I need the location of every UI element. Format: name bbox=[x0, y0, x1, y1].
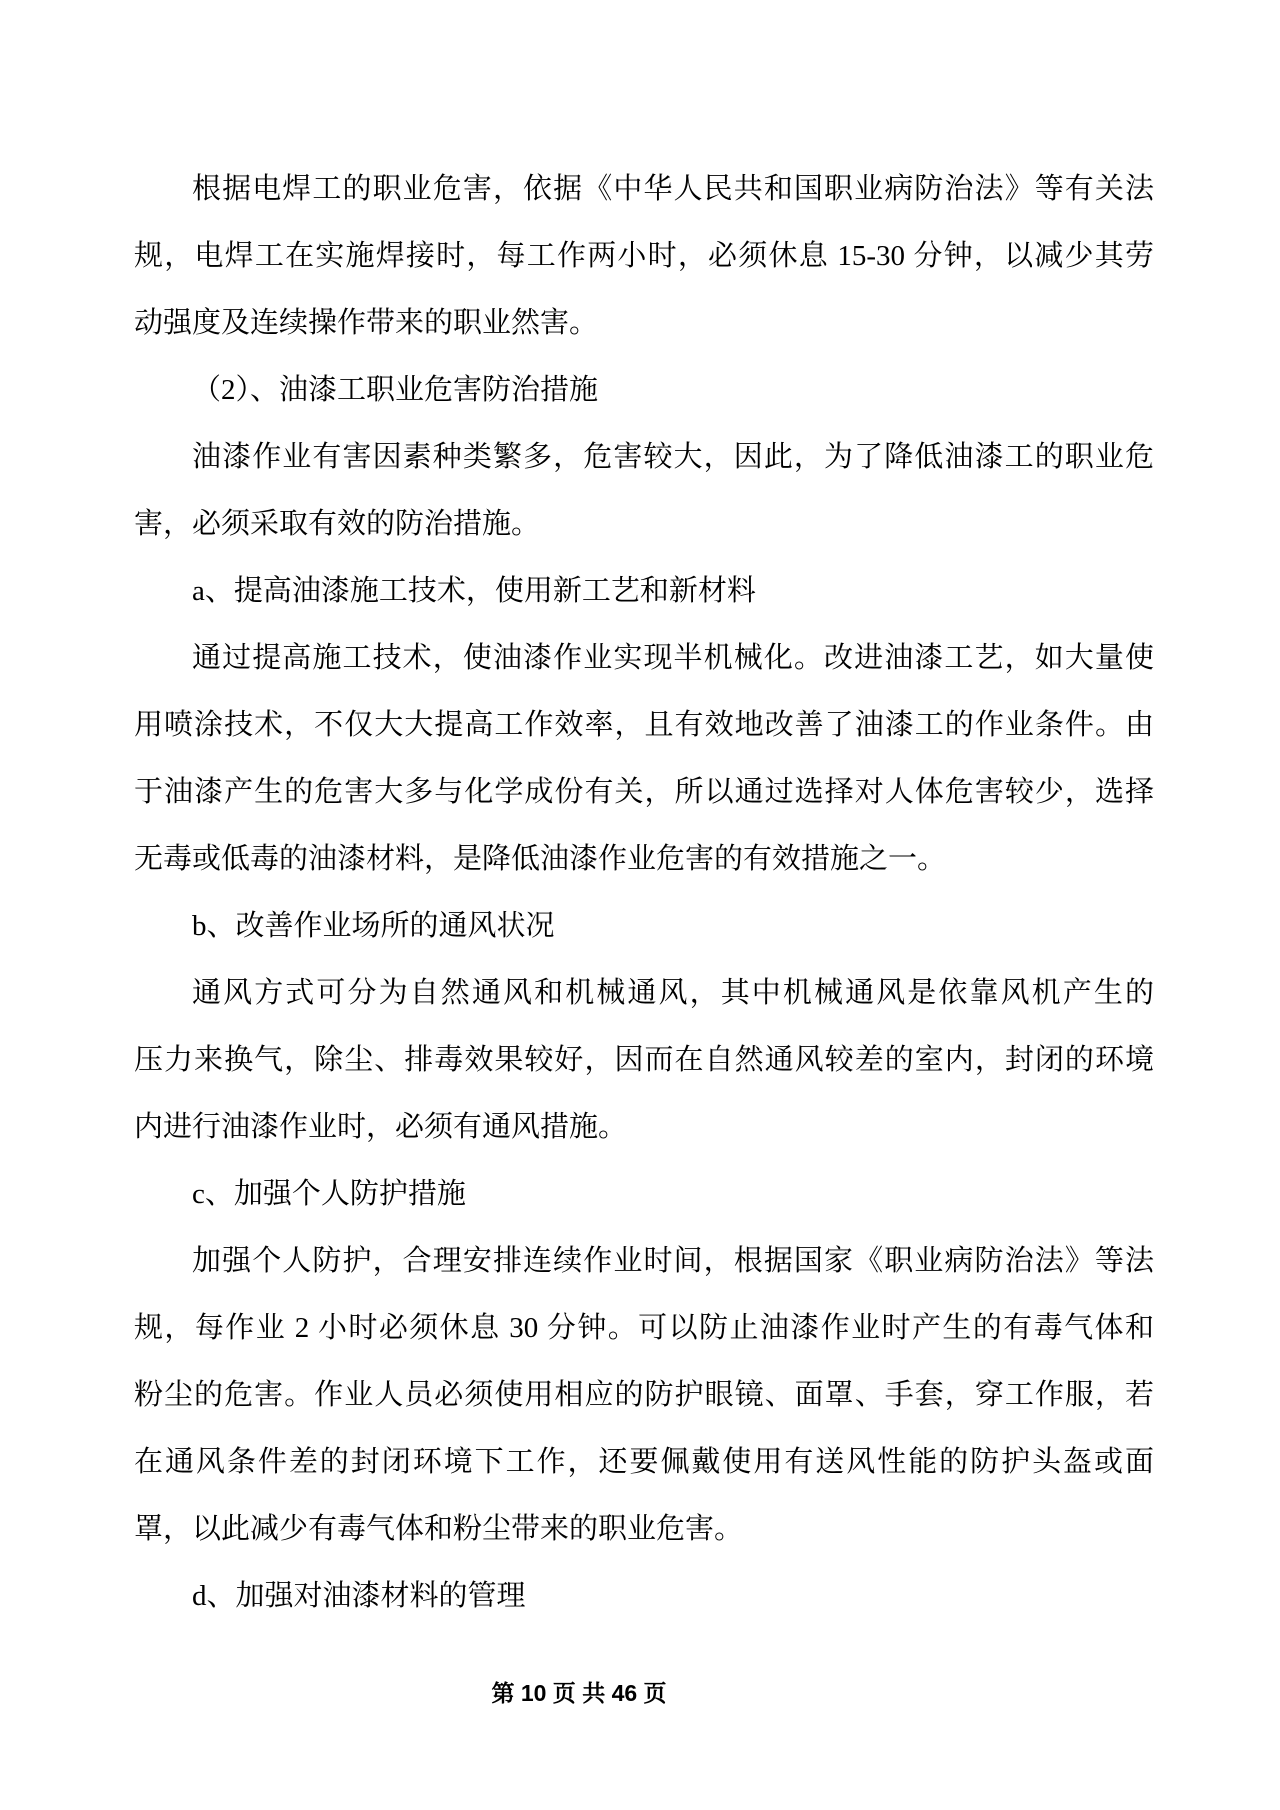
heading-item-c bbox=[134, 1161, 1154, 1228]
text-line: 用喷涂技术，不仅大大提高工作效率，且有效地改善了油漆工的作业条件。由 bbox=[134, 709, 1154, 741]
text-line: 害，必须采取有效的防治措施。 bbox=[134, 508, 541, 540]
section-heading: （2）、油漆工职业危害防治措施 bbox=[192, 374, 599, 406]
text-line: 于油漆产生的危害大多与化学成份有关，所以通过选择对人体危害较少，选择 bbox=[134, 776, 1154, 808]
page-footer bbox=[491, 1672, 666, 1714]
heading-item-b bbox=[134, 893, 1154, 960]
text-line: 规，电焊工在实施焊接时，每工作两小时，必须休息 15-30 分钟，以减少其劳 bbox=[134, 240, 1154, 272]
text-line: 罩，以此减少有毒气体和粉尘带来的职业危害。 bbox=[134, 1513, 744, 1545]
paragraph-item-c-detail bbox=[134, 1228, 1154, 1563]
text-line: 通风方式可分为自然通风和机械通风，其中机械通风是依靠风机产生的 bbox=[192, 977, 1154, 1009]
section-heading: a、提高油漆施工技术，使用新工艺和新材料 bbox=[192, 575, 756, 607]
paragraph-welder-rest-rule bbox=[134, 156, 1154, 357]
text-line: 粉尘的危害。作业人员必须使用相应的防护眼镜、面罩、手套，穿工作服，若 bbox=[134, 1379, 1154, 1411]
text-line: 根据电焊工的职业危害，依据《中华人民共和国职业病防治法》等有关法 bbox=[192, 173, 1154, 205]
text-line: 压力来换气，除尘、排毒效果较好，因而在自然通风较差的室内，封闭的环境 bbox=[134, 1044, 1154, 1076]
paragraph-item-b-detail bbox=[134, 960, 1154, 1161]
section-heading: d、加强对油漆材料的管理 bbox=[192, 1580, 526, 1612]
section-heading: b、改善作业场所的通风状况 bbox=[192, 910, 555, 942]
text-line: 在通风条件差的封闭环境下工作，还要佩戴使用有送风性能的防护头盔或面 bbox=[134, 1446, 1154, 1478]
document-body bbox=[134, 156, 1154, 1630]
heading-item-d bbox=[134, 1563, 1154, 1630]
page-number-label: 第 10 页 共 46 页 bbox=[491, 1680, 667, 1706]
text-line: 油漆作业有害因素种类繁多，危害较大，因此，为了降低油漆工的职业危 bbox=[192, 441, 1154, 473]
section-heading: c、加强个人防护措施 bbox=[192, 1178, 466, 1210]
text-line: 无毒或低毒的油漆材料，是降低油漆作业危害的有效措施之一。 bbox=[134, 843, 947, 875]
heading-painter-measures bbox=[134, 357, 1154, 424]
text-line: 内进行油漆作业时，必须有通风措施。 bbox=[134, 1111, 628, 1143]
heading-item-a bbox=[134, 558, 1154, 625]
text-line: 加强个人防护，合理安排连续作业时间，根据国家《职业病防治法》等法 bbox=[192, 1245, 1154, 1277]
paragraph-painter-intro bbox=[134, 424, 1154, 558]
text-line: 通过提高施工技术，使油漆作业实现半机械化。改进油漆工艺，如大量使 bbox=[192, 642, 1154, 674]
paragraph-item-a-detail bbox=[134, 625, 1154, 893]
text-line: 规，每作业 2 小时必须休息 30 分钟。可以防止油漆作业时产生的有毒气体和 bbox=[134, 1312, 1154, 1344]
text-line: 动强度及连续操作带来的职业然害。 bbox=[134, 307, 599, 339]
